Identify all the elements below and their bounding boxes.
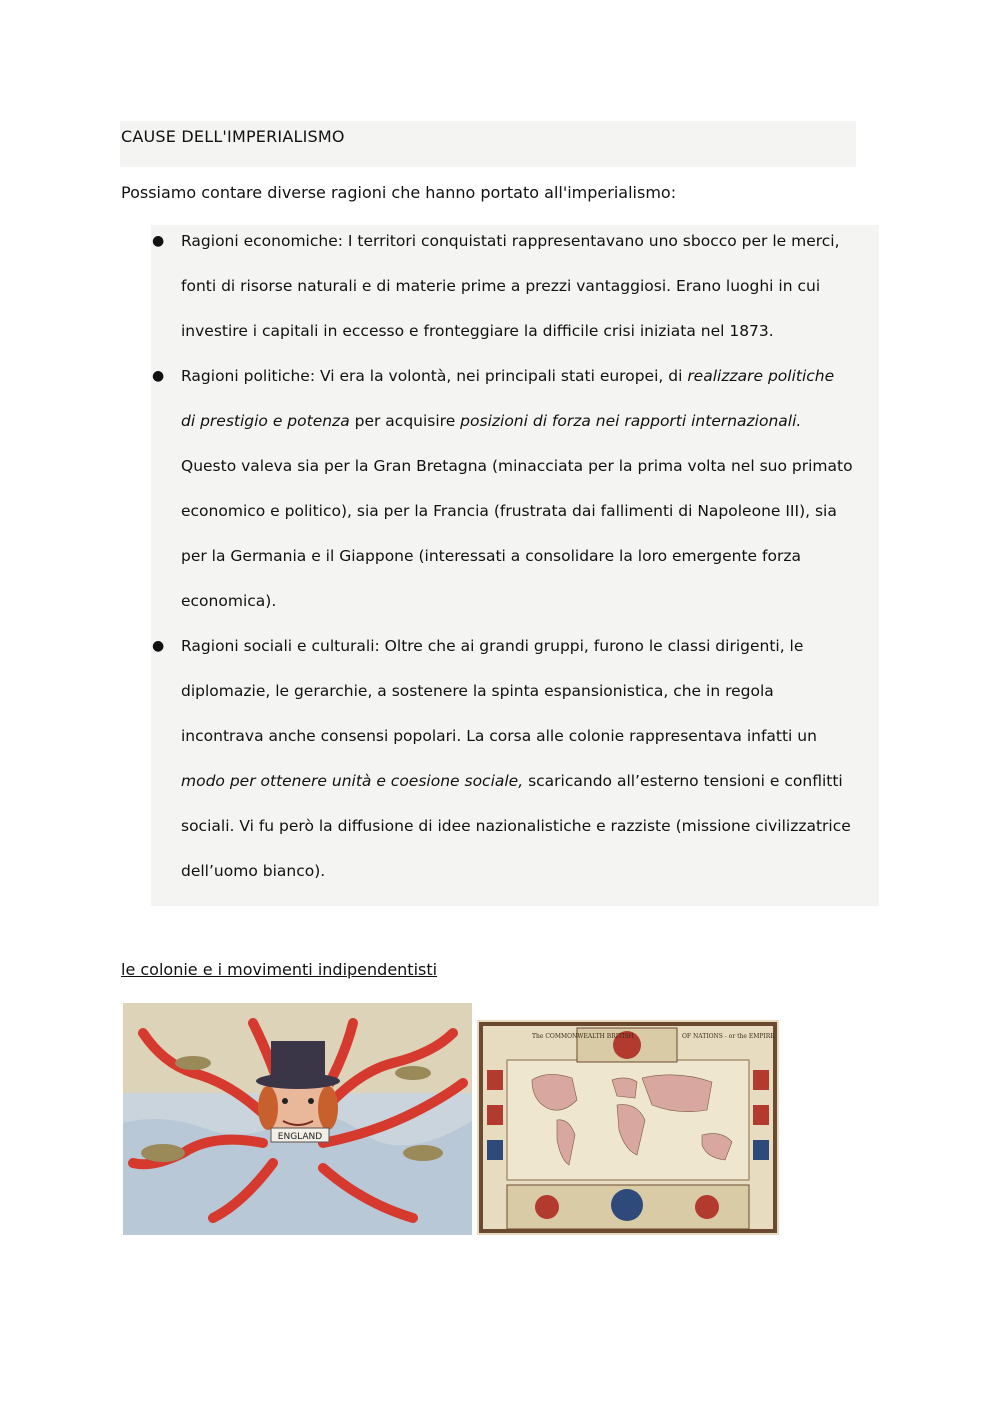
list-item-economic-line: fonti di risorse naturali e di materie prime a prezzi vantaggiosi. Erano luoghi in cui (181, 277, 821, 295)
list-item-social-line: Ragioni sociali e culturali: Oltre che ai grandi gruppi, furono le classi dirigenti, le (181, 637, 804, 655)
list-item-social-line (181, 770, 843, 792)
section-heading: le colonie e i movimenti indipendentisti (121, 960, 438, 979)
map-title-right: OF NATIONS - or the EMPIRE (682, 1033, 775, 1040)
list-item-economic-line: Ragioni economiche: I territori conquistati rappresentavano uno sbocco per le merci, (181, 232, 840, 250)
list-item-social-line: incontrava anche consensi popolari. La corsa alle colonie rappresentava infatti un (181, 727, 817, 745)
list-item-social-line: dell’uomo bianco). (181, 862, 326, 880)
italic-run: realizzare politiche (687, 367, 835, 385)
bullet-marker: ● (152, 638, 165, 654)
bullet-marker: ● (152, 233, 165, 249)
list-item-social-line: diplomazie, le gerarchie, a sostenere la spinta espansionistica, che in regola (181, 682, 774, 700)
list-item-political-line (181, 365, 834, 387)
map-title-left: The COMMONWEALTH BRITISH (532, 1033, 634, 1040)
list-item-social-line: sociali. Vi fu però la diffusione di idee nazionalistiche e razziste (missione civilizzatrice (181, 817, 851, 835)
bullet-marker: ● (152, 368, 165, 384)
italic-run: di prestigio e potenza (181, 412, 350, 430)
octopus-band-label: ENGLAND (277, 1132, 323, 1142)
list-item-political-line (181, 410, 801, 432)
text-run: per acquisire (349, 412, 461, 430)
list-item-political-line: economico e politico), sia per la Francia (frustrata dai fallimenti di Napoleone III), sia (181, 502, 837, 520)
list-item-political-line: economica). (181, 592, 277, 610)
italic-run: posizioni di forza nei rapporti internazionali. (460, 412, 802, 430)
page-title: CAUSE DELL'IMPERIALISMO (121, 127, 345, 146)
list-item-political-line: per la Germania e il Giappone (interessati a consolidare la loro emergente forza (181, 547, 801, 565)
commonwealth-map-image (477, 1020, 779, 1235)
octopus-caricature-image (123, 1003, 472, 1235)
list-item-political-line: Questo valeva sia per la Gran Bretagna (minacciata per la prima volta nel suo primato (181, 457, 853, 475)
intro-paragraph: Possiamo contare diverse ragioni che hanno portato all'imperialismo: (121, 183, 677, 202)
text-run: Ragioni politiche: Vi era la volontà, nei principali stati europei, di (181, 367, 688, 385)
text-run: scaricando all’esterno tensioni e conflitti (523, 772, 843, 790)
list-item-economic-line: investire i capitali in eccesso e fronteggiare la difficile crisi iniziata nel 1873. (181, 322, 774, 340)
italic-run: modo per ottenere unità e coesione sociale, (181, 772, 524, 790)
